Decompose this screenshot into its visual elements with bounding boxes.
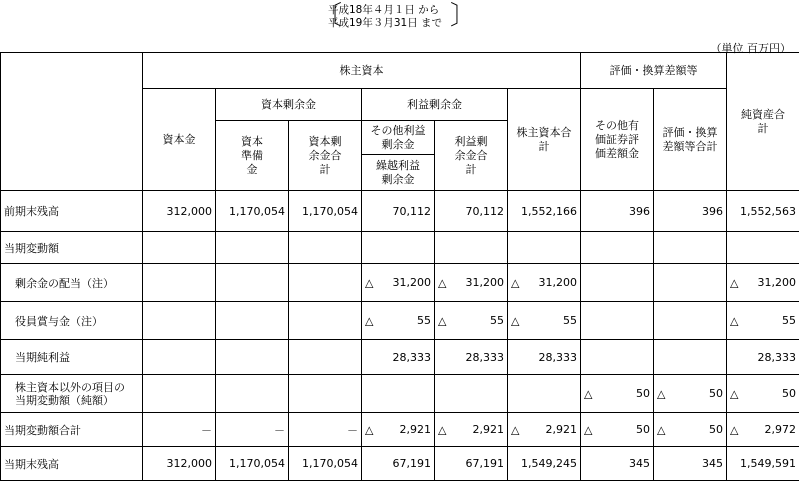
- cell-value: 312,000: [167, 205, 213, 218]
- value-cell: [216, 302, 289, 340]
- value-cell: [362, 232, 435, 264]
- negative-marker: △: [730, 276, 738, 289]
- value-cell: [654, 264, 727, 302]
- header-shihon-jouyokin: 資本剰余金: [216, 89, 362, 121]
- value-cell: [654, 302, 727, 340]
- cell-value: 1,170,054: [302, 205, 358, 218]
- value-cell: [143, 232, 216, 264]
- value-cell: [581, 302, 654, 340]
- cell-value: 55: [417, 314, 431, 327]
- negative-marker: △: [365, 276, 373, 289]
- cell-value: 1,552,166: [521, 205, 577, 218]
- header-shihon-jouyokin-goukei: 資本剰余金合計: [289, 121, 362, 191]
- value-cell: [654, 340, 727, 375]
- cell-value: 1,552,563: [740, 205, 796, 218]
- cell-value: 70,112: [466, 205, 505, 218]
- header-rieki-jouyokin-goukei: 利益剰余金合計: [435, 121, 508, 191]
- value-cell: [581, 340, 654, 375]
- row-label: 前期末残高: [1, 191, 143, 232]
- value-cell: [727, 302, 799, 340]
- cell-value: 31,200: [539, 276, 578, 289]
- cell-value: 28,333: [466, 351, 505, 364]
- negative-marker: △: [438, 276, 446, 289]
- period-end: 平成19年３月31日 まで: [328, 17, 442, 30]
- value-cell: [362, 340, 435, 375]
- cell-value: 1,549,591: [740, 457, 796, 470]
- cell-value: 55: [782, 314, 796, 327]
- header-kabunushi-shihon-goukei: 株主資本合計: [508, 89, 581, 191]
- value-cell: [216, 375, 289, 413]
- value-cell: [727, 413, 799, 447]
- value-cell: [289, 302, 362, 340]
- value-cell: [289, 447, 362, 481]
- value-cell: [289, 191, 362, 232]
- value-cell: [654, 191, 727, 232]
- value-cell: [435, 447, 508, 481]
- cell-value: 396: [629, 205, 650, 218]
- cell-value: 28,333: [758, 351, 797, 364]
- value-cell: [581, 447, 654, 481]
- period-lines: [328, 4, 442, 30]
- value-cell: [727, 232, 799, 264]
- negative-marker: △: [584, 387, 592, 400]
- value-cell: [143, 447, 216, 481]
- value-cell: [727, 191, 799, 232]
- value-cell: [508, 447, 581, 481]
- header-shihon-junbikin: 資本準備金: [216, 121, 289, 191]
- value-cell: [508, 302, 581, 340]
- value-cell: [581, 375, 654, 413]
- negative-marker: △: [438, 423, 446, 436]
- row-label: 役員賞与金（注）: [1, 302, 143, 340]
- value-cell: [362, 302, 435, 340]
- negative-marker: △: [730, 387, 738, 400]
- value-cell: [435, 413, 508, 447]
- equity-statement-table: [0, 52, 799, 481]
- cell-value: 50: [709, 423, 723, 436]
- value-cell: [143, 191, 216, 232]
- value-cell: [216, 232, 289, 264]
- period-right-bracket: 〕: [450, 3, 476, 29]
- header-sonota-yuka-shoken: その他有価証券評価差額金: [581, 89, 654, 191]
- unit-label: （単位 百万円）: [711, 40, 792, 56]
- value-cell: [362, 375, 435, 413]
- cell-value: 1,170,054: [302, 457, 358, 470]
- cell-value: 1,170,054: [229, 205, 285, 218]
- cell-value: 67,191: [466, 457, 505, 470]
- value-cell: [727, 340, 799, 375]
- table-row: [1, 264, 799, 302]
- value-cell: [289, 340, 362, 375]
- cell-value: 31,200: [466, 276, 505, 289]
- cell-value: 31,200: [758, 276, 797, 289]
- row-label: 当期変動額: [1, 232, 143, 264]
- negative-marker: △: [730, 314, 738, 327]
- row-label-line: 株主資本以外の項目の: [15, 381, 139, 394]
- value-cell: [581, 191, 654, 232]
- value-cell: [216, 340, 289, 375]
- table-row: [1, 340, 799, 375]
- negative-marker: △: [511, 314, 519, 327]
- value-cell: [289, 375, 362, 413]
- cell-value: 2,921: [546, 423, 578, 436]
- cell-value: 50: [709, 387, 723, 400]
- value-cell: [289, 232, 362, 264]
- value-cell: [362, 264, 435, 302]
- table-row: [1, 191, 799, 232]
- header-kurikoshi-rieki-jouyokin: 繰越利益剰余金: [362, 155, 435, 191]
- value-cell: [654, 413, 727, 447]
- cell-value: 67,191: [393, 457, 432, 470]
- negative-marker: △: [438, 314, 446, 327]
- cell-value: 345: [702, 457, 723, 470]
- cell-value: 1,549,245: [521, 457, 577, 470]
- value-cell: [508, 413, 581, 447]
- value-cell: [362, 447, 435, 481]
- value-cell: [143, 340, 216, 375]
- header-sonota-rieki-jouyokin: その他利益剰余金: [362, 121, 435, 155]
- table-row: [1, 302, 799, 340]
- header-jun-shisan-goukei: 純資産合計: [727, 53, 799, 191]
- cell-value: 28,333: [393, 351, 432, 364]
- value-cell: [143, 264, 216, 302]
- cell-value: 2,921: [473, 423, 505, 436]
- value-cell: [435, 191, 508, 232]
- value-cell: [581, 232, 654, 264]
- header-kabunushi-shihon: 株主資本: [143, 53, 581, 89]
- value-cell: [508, 264, 581, 302]
- row-label: 当期末残高: [1, 447, 143, 481]
- cell-value: 55: [490, 314, 504, 327]
- negative-marker: △: [657, 423, 665, 436]
- value-cell: [289, 413, 362, 447]
- negative-marker: △: [365, 423, 373, 436]
- cell-value: 31,200: [393, 276, 432, 289]
- cell-value: 2,972: [765, 423, 797, 436]
- negative-marker: △: [365, 314, 373, 327]
- header-rieki-jouyokin: 利益剰余金: [362, 89, 508, 121]
- cell-value: 50: [636, 387, 650, 400]
- row-label-line: 当期変動額（純額）: [15, 394, 139, 407]
- value-cell: [508, 232, 581, 264]
- negative-marker: △: [584, 423, 592, 436]
- cell-value: 28,333: [539, 351, 578, 364]
- value-cell: [727, 375, 799, 413]
- cell-value: －: [274, 422, 285, 438]
- value-cell: [508, 340, 581, 375]
- row-label: [1, 375, 143, 413]
- cell-value: 50: [782, 387, 796, 400]
- cell-value: 1,170,054: [229, 457, 285, 470]
- value-cell: [654, 232, 727, 264]
- table-row: [1, 447, 799, 481]
- value-cell: [143, 302, 216, 340]
- row-label: 当期純利益: [1, 340, 143, 375]
- header-hyoka-kansan-goukei: 評価・換算差額等合計: [654, 89, 727, 191]
- value-cell: [143, 413, 216, 447]
- value-cell: [581, 413, 654, 447]
- value-cell: [435, 264, 508, 302]
- value-cell: [654, 447, 727, 481]
- period-start: 平成18年４月１日 から: [328, 4, 442, 17]
- value-cell: [289, 264, 362, 302]
- table-row: [1, 375, 799, 413]
- cell-value: 345: [629, 457, 650, 470]
- cell-value: 396: [702, 205, 723, 218]
- cell-value: 312,000: [167, 457, 213, 470]
- negative-marker: △: [511, 276, 519, 289]
- cell-value: 2,921: [400, 423, 432, 436]
- negative-marker: △: [511, 423, 519, 436]
- value-cell: [435, 375, 508, 413]
- value-cell: [435, 340, 508, 375]
- header-shihonkin: 資本金: [143, 89, 216, 191]
- cell-value: 50: [636, 423, 650, 436]
- value-cell: [216, 191, 289, 232]
- value-cell: [727, 447, 799, 481]
- value-cell: [581, 264, 654, 302]
- value-cell: [508, 191, 581, 232]
- negative-marker: △: [730, 423, 738, 436]
- value-cell: [435, 232, 508, 264]
- header-hyoka-kansan-group: 評価・換算差額等: [581, 53, 727, 89]
- row-label: 剰余金の配当（注）: [1, 264, 143, 302]
- period-left-bracket: 〔: [316, 3, 342, 29]
- period-header: [316, 2, 476, 32]
- value-cell: [435, 302, 508, 340]
- value-cell: [216, 264, 289, 302]
- value-cell: [216, 447, 289, 481]
- value-cell: [216, 413, 289, 447]
- negative-marker: △: [657, 387, 665, 400]
- cell-value: －: [201, 422, 212, 438]
- cell-value: 55: [563, 314, 577, 327]
- table-row: [1, 413, 799, 447]
- value-cell: [508, 375, 581, 413]
- value-cell: [362, 191, 435, 232]
- cell-value: －: [347, 422, 358, 438]
- value-cell: [362, 413, 435, 447]
- value-cell: [143, 375, 216, 413]
- header-blank-cell: [1, 53, 143, 191]
- value-cell: [654, 375, 727, 413]
- cell-value: 70,112: [393, 205, 432, 218]
- value-cell: [727, 264, 799, 302]
- row-label: 当期変動額合計: [1, 413, 143, 447]
- table-row: [1, 232, 799, 264]
